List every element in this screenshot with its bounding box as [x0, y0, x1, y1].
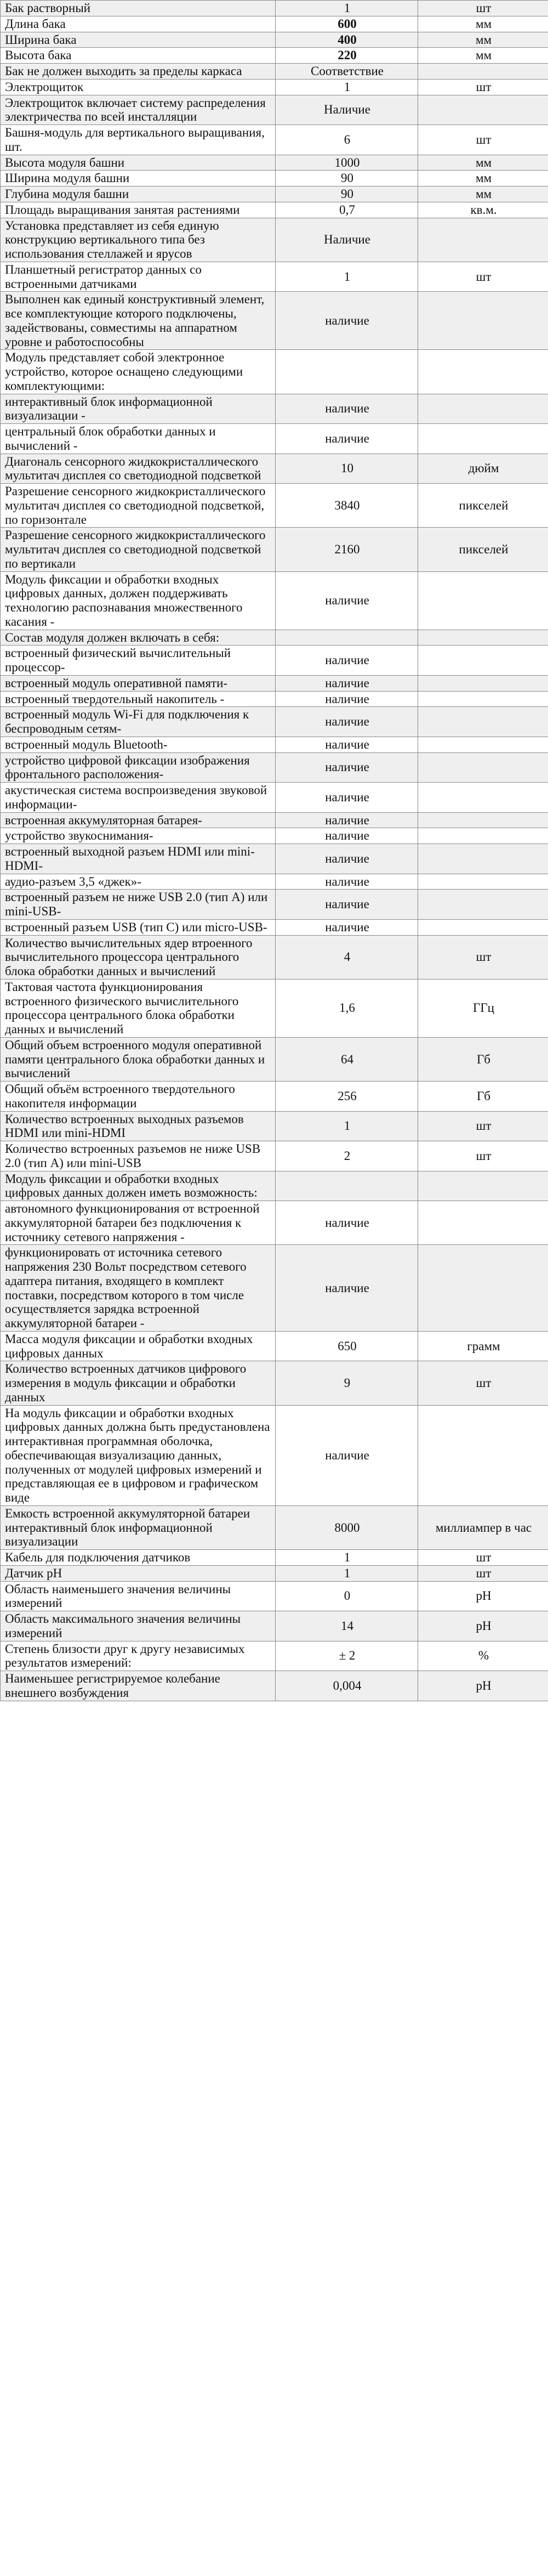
spec-name-cell: Высота бака	[1, 48, 276, 64]
spec-value-cell: наличие	[276, 707, 418, 737]
spec-unit-cell	[418, 707, 548, 737]
spec-value-cell: 1	[276, 1111, 418, 1141]
spec-unit-cell	[418, 890, 548, 920]
spec-value-cell: 6	[276, 125, 418, 155]
spec-name-cell: Электрощиток	[1, 79, 276, 95]
table-row	[1, 1245, 548, 1332]
table-row	[1, 125, 548, 155]
spec-unit-cell: шт	[418, 1550, 548, 1566]
spec-name-cell: Область максимального значения величины измерений	[1, 1611, 276, 1641]
spec-name-cell: Модуль фиксации и обработки входных цифровых данных, должен поддерживать технологию распознавания множественного касания -	[1, 571, 276, 630]
spec-unit-cell: мм	[418, 186, 548, 202]
spec-name-cell: устройство цифровой фиксации изображения фронтального расположения-	[1, 752, 276, 783]
spec-unit-cell: Гб	[418, 1082, 548, 1112]
spec-name-cell: Длина бака	[1, 16, 276, 32]
spec-name-cell: Установка представляет из себя единую конструкцию вертикального типа без использования стеллажей и ярусов	[1, 218, 276, 262]
spec-unit-cell	[418, 218, 548, 262]
spec-value-cell: 10	[276, 454, 418, 484]
spec-name-cell: На модуль фиксации и обработки входных цифровых данных должна быть предустановлена интерактивная программная оболочка, обеспечивающая визуализацию данных, полученных от модулей цифровых измерений и представляющая ее в цифровом и графическом виде	[1, 1405, 276, 1505]
spec-value-cell: 64	[276, 1037, 418, 1081]
spec-value-cell: наличие	[276, 737, 418, 752]
spec-value-cell	[276, 630, 418, 646]
spec-name-cell: Количество вычислительных ядер втроенного вычислительного процессора центрального блока обработки данных и вычислений	[1, 935, 276, 979]
spec-value-cell: наличие	[276, 1405, 418, 1505]
table-row	[1, 64, 548, 80]
spec-name-cell: интерактивный блок информационной визуализации -	[1, 394, 276, 424]
spec-value-cell: наличие	[276, 292, 418, 350]
spec-name-cell: Разрешение сенсорного жидкокристаллического мультитач дисплея со светодиодной подсветкой по вертикали	[1, 528, 276, 571]
spec-value-cell: 2	[276, 1141, 418, 1171]
table-row	[1, 1671, 548, 1701]
spec-name-cell: Общий объём встроенного твердотельного накопителя информации	[1, 1082, 276, 1112]
spec-unit-cell: шт	[418, 1111, 548, 1141]
spec-value-cell: наличие	[276, 424, 418, 454]
spec-value-cell: наличие	[276, 1245, 418, 1332]
table-row	[1, 16, 548, 32]
spec-name-cell: встроенный выходной разъем HDMI или mini-HDMI-	[1, 844, 276, 874]
spec-unit-cell	[418, 394, 548, 424]
spec-name-cell: Общий объем встроенного модуля оперативной памяти центрального блока обработки данных и вычислений	[1, 1037, 276, 1081]
spec-value-cell: 0,7	[276, 202, 418, 218]
spec-value-cell: 0,004	[276, 1671, 418, 1701]
spec-unit-cell	[418, 874, 548, 890]
table-row	[1, 1141, 548, 1171]
spec-name-cell: функционировать от источника сетевого напряжения 230 Вольт посредством сетевого адаптера питания, входящего в комплект поставки, посредством которого в том числе осуществляется зарядка встроенной аккумуляторной батареи -	[1, 1245, 276, 1332]
table-row	[1, 155, 548, 171]
spec-unit-cell	[418, 630, 548, 646]
spec-name-cell: аудио-разъем 3,5 «джек»-	[1, 874, 276, 890]
table-row	[1, 454, 548, 484]
spec-value-cell: наличие	[276, 571, 418, 630]
table-row	[1, 528, 548, 571]
spec-unit-cell	[418, 1245, 548, 1332]
spec-value-cell: 3840	[276, 484, 418, 528]
spec-value-cell: ± 2	[276, 1641, 418, 1671]
spec-value-cell: 1	[276, 79, 418, 95]
spec-name-cell: Кабель для подключения датчиков	[1, 1550, 276, 1566]
table-row	[1, 1505, 548, 1549]
spec-unit-cell: шт	[418, 935, 548, 979]
spec-name-cell: Датчик pH	[1, 1565, 276, 1581]
spec-unit-cell: pH	[418, 1671, 548, 1701]
table-row	[1, 186, 548, 202]
spec-value-cell: наличие	[276, 874, 418, 890]
spec-unit-cell: pH	[418, 1611, 548, 1641]
table-row	[1, 1037, 548, 1081]
spec-value-cell: 9	[276, 1361, 418, 1405]
spec-unit-cell	[418, 812, 548, 828]
spec-name-cell: Степень близости друг к другу независимых результатов измерений:	[1, 1641, 276, 1671]
spec-name-cell: Выполнен как единый конструктивный элемент, все комплектующие которого подключены, задействованы, совместимы на аппаратном уровне и работоспособны	[1, 292, 276, 350]
table-row	[1, 874, 548, 890]
spec-value-cell: наличие	[276, 919, 418, 935]
spec-value-cell: наличие	[276, 890, 418, 920]
spec-unit-cell: шт	[418, 1361, 548, 1405]
table-row	[1, 646, 548, 676]
spec-name-cell: Площадь выращивания занятая растениями	[1, 202, 276, 218]
spec-name-cell: центральный блок обработки данных и вычислений -	[1, 424, 276, 454]
spec-name-cell: Глубина модуля башни	[1, 186, 276, 202]
table-row	[1, 262, 548, 292]
table-row	[1, 630, 548, 646]
table-row	[1, 919, 548, 935]
spec-unit-cell: шт	[418, 79, 548, 95]
spec-value-cell: 220	[276, 48, 418, 64]
spec-unit-cell: мм	[418, 16, 548, 32]
spec-unit-cell: шт	[418, 262, 548, 292]
spec-unit-cell	[418, 646, 548, 676]
spec-name-cell: встроенный модуль Bluetooth-	[1, 737, 276, 752]
spec-value-cell: 1	[276, 1, 418, 16]
spec-unit-cell: мм	[418, 48, 548, 64]
spec-value-cell: 1,6	[276, 979, 418, 1037]
table-row	[1, 979, 548, 1037]
table-row	[1, 1565, 548, 1581]
spec-unit-cell: пикселей	[418, 528, 548, 571]
spec-unit-cell: дюйм	[418, 454, 548, 484]
spec-value-cell	[276, 1171, 418, 1201]
spec-unit-cell	[418, 737, 548, 752]
spec-unit-cell	[418, 350, 548, 394]
spec-name-cell: Высота модуля башни	[1, 155, 276, 171]
spec-value-cell: Наличие	[276, 218, 418, 262]
table-row	[1, 1331, 548, 1361]
table-row	[1, 350, 548, 394]
spec-table-body	[1, 1, 548, 1701]
spec-value-cell: наличие	[276, 828, 418, 844]
table-row	[1, 935, 548, 979]
table-row	[1, 1550, 548, 1566]
spec-unit-cell	[418, 675, 548, 691]
spec-unit-cell	[418, 828, 548, 844]
spec-value-cell: 650	[276, 1331, 418, 1361]
table-row	[1, 95, 548, 125]
spec-name-cell: Электрощиток включает систему распределения электричества по всей инсталляции	[1, 95, 276, 125]
table-row	[1, 32, 548, 48]
table-row	[1, 1, 548, 16]
spec-name-cell: Бак растворный	[1, 1, 276, 16]
spec-value-cell: Соответствие	[276, 64, 418, 80]
table-row	[1, 783, 548, 813]
table-row	[1, 828, 548, 844]
spec-unit-cell: %	[418, 1641, 548, 1671]
spec-unit-cell: мм	[418, 171, 548, 186]
spec-value-cell: 90	[276, 186, 418, 202]
table-row	[1, 79, 548, 95]
spec-name-cell: Количество встроенных датчиков цифрового измерения в модуль фиксации и обработки данных	[1, 1361, 276, 1405]
table-row	[1, 752, 548, 783]
table-row	[1, 1171, 548, 1201]
spec-unit-cell	[418, 919, 548, 935]
spec-unit-cell	[418, 783, 548, 813]
spec-value-cell: Наличие	[276, 95, 418, 125]
table-row	[1, 424, 548, 454]
spec-unit-cell	[418, 1171, 548, 1201]
spec-name-cell: Емкость встроенной аккумуляторной батареи интерактивный блок информационной визуализации	[1, 1505, 276, 1549]
spec-unit-cell: кв.м.	[418, 202, 548, 218]
table-row	[1, 48, 548, 64]
spec-value-cell: наличие	[276, 1201, 418, 1245]
spec-value-cell: 1	[276, 1565, 418, 1581]
spec-name-cell: встроенный физический вычислительный процессор-	[1, 646, 276, 676]
table-row	[1, 1201, 548, 1245]
table-row	[1, 1611, 548, 1641]
table-row	[1, 737, 548, 752]
spec-name-cell: встроенный модуль Wi-Fi для подключения к беспроводным сетям-	[1, 707, 276, 737]
spec-unit-cell	[418, 64, 548, 80]
spec-unit-cell: ГГц	[418, 979, 548, 1037]
table-row	[1, 1641, 548, 1671]
spec-value-cell: 256	[276, 1082, 418, 1112]
spec-name-cell: Планшетный регистратор данных со встроенными датчиками	[1, 262, 276, 292]
spec-name-cell: Ширина модуля башни	[1, 171, 276, 186]
table-row	[1, 292, 548, 350]
spec-name-cell: Ширина бака	[1, 32, 276, 48]
spec-name-cell: Масса модуля фиксации и обработки входных цифровых данных	[1, 1331, 276, 1361]
table-row	[1, 484, 548, 528]
spec-value-cell: 1000	[276, 155, 418, 171]
spec-unit-cell	[418, 424, 548, 454]
spec-unit-cell	[418, 292, 548, 350]
spec-value-cell: наличие	[276, 783, 418, 813]
spec-name-cell: Количество встроенных разъемов не ниже USB 2.0 (тип A) или mini-USB	[1, 1141, 276, 1171]
table-row	[1, 171, 548, 186]
spec-unit-cell: шт	[418, 1565, 548, 1581]
spec-value-cell: наличие	[276, 394, 418, 424]
table-row	[1, 571, 548, 630]
spec-unit-cell: мм	[418, 32, 548, 48]
table-row	[1, 218, 548, 262]
spec-unit-cell: pH	[418, 1581, 548, 1611]
spec-unit-cell	[418, 691, 548, 707]
spec-value-cell: 8000	[276, 1505, 418, 1549]
spec-name-cell: автономного функционирования от встроенной аккумуляторной батареи без подключения к источнику сетевого напряжения -	[1, 1201, 276, 1245]
spec-unit-cell	[418, 752, 548, 783]
spec-name-cell: устройство звукоснимания-	[1, 828, 276, 844]
table-row	[1, 394, 548, 424]
spec-name-cell: Количество встроенных выходных разъемов HDMI или mini-HDMI	[1, 1111, 276, 1141]
spec-value-cell: 4	[276, 935, 418, 979]
spec-value-cell: наличие	[276, 675, 418, 691]
spec-name-cell: Наименьшее регистрируемое колебание внешнего возбуждения	[1, 1671, 276, 1701]
spec-name-cell: Состав модуля должен включать в себя:	[1, 630, 276, 646]
spec-unit-cell	[418, 571, 548, 630]
spec-value-cell: 90	[276, 171, 418, 186]
table-row	[1, 844, 548, 874]
spec-value-cell: 1	[276, 1550, 418, 1566]
spec-unit-cell: мм	[418, 155, 548, 171]
spec-value-cell: наличие	[276, 691, 418, 707]
spec-value-cell: наличие	[276, 752, 418, 783]
spec-unit-cell	[418, 1201, 548, 1245]
spec-value-cell: 14	[276, 1611, 418, 1641]
spec-name-cell: Модуль фиксации и обработки входных цифровых данных должен иметь возможность:	[1, 1171, 276, 1201]
spec-unit-cell: шт	[418, 125, 548, 155]
spec-name-cell: Модуль представляет собой электронное устройство, которое оснащено следующими комплектующими:	[1, 350, 276, 394]
spec-name-cell: встроенный модуль оперативной памяти-	[1, 675, 276, 691]
table-row	[1, 1581, 548, 1611]
spec-unit-cell: шт	[418, 1141, 548, 1171]
spec-name-cell: встроенный твердотельный накопитель -	[1, 691, 276, 707]
spec-value-cell: наличие	[276, 646, 418, 676]
spec-value-cell: 1	[276, 262, 418, 292]
spec-unit-cell	[418, 1405, 548, 1505]
table-row	[1, 707, 548, 737]
spec-unit-cell	[418, 844, 548, 874]
spec-unit-cell: пикселей	[418, 484, 548, 528]
spec-unit-cell: миллиампер в час	[418, 1505, 548, 1549]
spec-name-cell: акустическая система воспроизведения звуковой информации-	[1, 783, 276, 813]
table-row	[1, 1405, 548, 1505]
spec-unit-cell	[418, 95, 548, 125]
table-row	[1, 202, 548, 218]
table-row	[1, 1111, 548, 1141]
spec-name-cell: Тактовая частота функционирования встроенного физического вычислительного процессора центрального блока обработки данных и вычислений	[1, 979, 276, 1037]
spec-name-cell: Бак не должен выходить за пределы каркаса	[1, 64, 276, 80]
table-row	[1, 1361, 548, 1405]
spec-value-cell: наличие	[276, 812, 418, 828]
spec-name-cell: встроенный разъем USB (тип С) или micro-USB-	[1, 919, 276, 935]
table-row	[1, 1082, 548, 1112]
spec-value-cell	[276, 350, 418, 394]
spec-unit-cell: шт	[418, 1, 548, 16]
spec-name-cell: Область наименьшего значения величины измерений	[1, 1581, 276, 1611]
table-row	[1, 675, 548, 691]
spec-name-cell: Диагональ сенсорного жидкокристаллического мультитач дисплея со светодиодной подсветкой	[1, 454, 276, 484]
spec-value-cell: 400	[276, 32, 418, 48]
spec-value-cell: 600	[276, 16, 418, 32]
table-row	[1, 691, 548, 707]
spec-value-cell: наличие	[276, 844, 418, 874]
spec-name-cell: встроенная аккумуляторная батарея-	[1, 812, 276, 828]
table-row	[1, 890, 548, 920]
table-row	[1, 812, 548, 828]
spec-unit-cell: грамм	[418, 1331, 548, 1361]
spec-name-cell: встроенный разъем не ниже USB 2.0 (тип A) или mini-USB-	[1, 890, 276, 920]
spec-name-cell: Башня-модуль для вертикального выращивания, шт.	[1, 125, 276, 155]
spec-unit-cell: Гб	[418, 1037, 548, 1081]
spec-name-cell: Разрешение сенсорного жидкокристаллического мультитач дисплея со светодиодной подсветкой, по горизонтале	[1, 484, 276, 528]
spec-value-cell: 2160	[276, 528, 418, 571]
spec-value-cell: 0	[276, 1581, 418, 1611]
